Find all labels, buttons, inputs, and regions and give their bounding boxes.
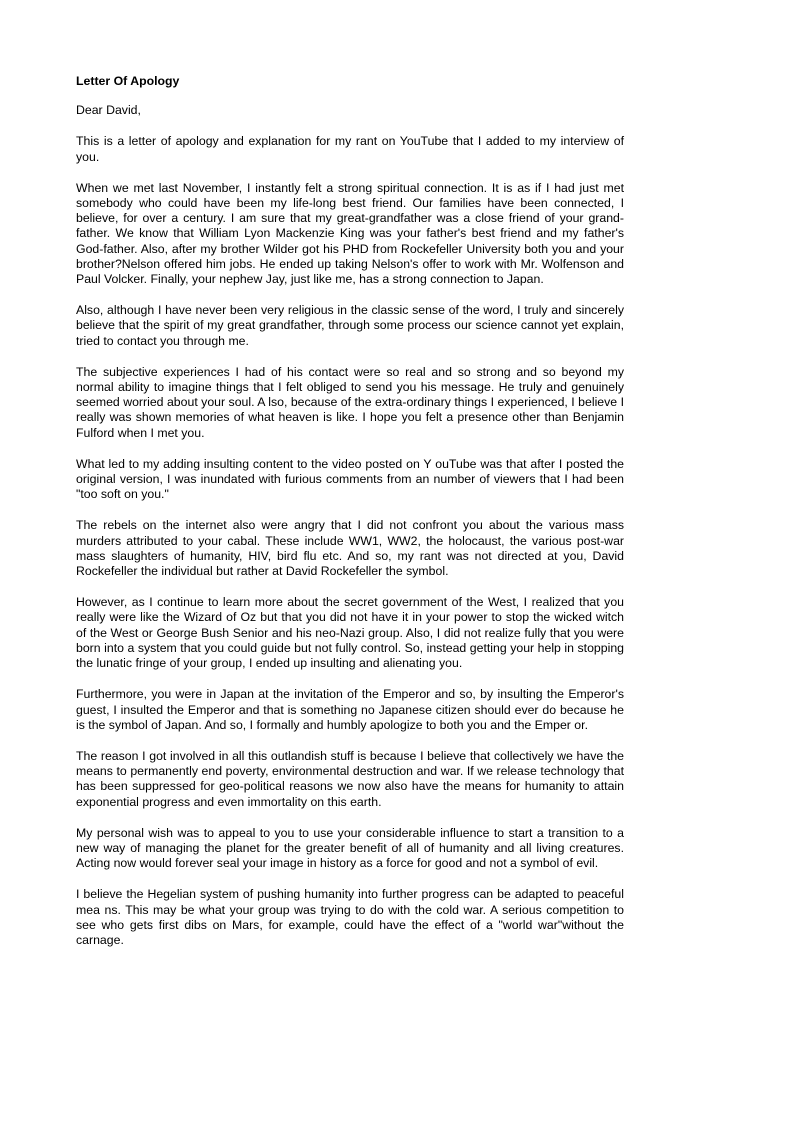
paragraph-2: When we met last November, I instantly felt a strong spiritual connection. It is as if I had just met somebody who could have been my life-long best friend. Our families have been connected, I believe, for over a century. I am sure that my great-grandfather was a close friend of your grand-father. We know that William Lyon Mackenzie King was your father's best friend and my father's God-father. Also, after my brother Wilder got his PHD from Rockefeller University both you and your brother?Nelson offered him jobs. He ended up taking Nelson's offer to work with Mr. Wolfenson and Paul Volcker. Finally, your nephew Jay, just like me, has a strong connection to Japan. [76, 180, 624, 287]
letter-salutation: Dear David, [76, 103, 141, 118]
paragraph-9: The reason I got involved in all this outlandish stuff is because I believe that collectively we have the means to permanently end poverty, environmental destruction and war. If we release technology that has been suppressed for geo-political reasons we now also have the means for humanity to attain exponential progress and even immortality on this earth. [76, 748, 624, 809]
paragraph-10: My personal wish was to appeal to you to use your considerable influence to start a transition to a new way of managing the planet for the greater benefit of all of humanity and all living creatures. Acting now would forever seal your image in history as a force for good and not a symbol of evil. [76, 825, 624, 871]
paragraph-7: However, as I continue to learn more about the secret government of the West, I realized that you really were like the Wizard of Oz but that you did not have it in your power to stop the wicked witch of the West or George Bush Senior and his neo-Nazi group. Also, I did not realize fully that you were born into a system that you could guide but not fully control. So, instead getting your help in stopping the lunatic fringe of your group, I ended up insulting and alienating you. [76, 595, 624, 671]
paragraph-11: I believe the Hegelian system of pushing humanity into further progress can be adapted to peaceful mea ns. This may be what your group was trying to do with the cold war. A serious competition to see who gets first dibs on Mars, for example, could have the effect of a "world war"without the carnage. [76, 887, 624, 947]
paragraph-4: The subjective experiences I had of his contact were so real and so strong and so beyond my normal ability to imagine things that I felt obliged to send you his message. He truly and genuinely seemed worried about your soul. A lso, because of the extra-ordinary things I experienced, I believe I really was shown memories of what heaven is like. I hope you felt a presence other than Benjamin Fulford when I met you. [76, 364, 624, 440]
paragraph-8: Furthermore, you were in Japan at the invitation of the Emperor and so, by insulting the Emperor's guest, I insulted the Emperor and that is something no Japanese citizen should ever do because he is the symbol of Japan. And so, I formally and humbly apologize to both you and the Emper or. [76, 687, 624, 732]
paragraph-3: Also, although I have never been very religious in the classic sense of the word, I truly and sincerely believe that the spirit of my great grandfather, through some process our science cannot yet explain, tried to contact you through me. [76, 303, 624, 348]
letter-title: Letter Of Apology [76, 74, 180, 88]
paragraph-1: This is a letter of apology and explanation for my rant on YouTube that I added to my interview of you. [76, 134, 624, 164]
paragraph-6: The rebels on the internet also were angry that I did not confront you about the various mass murders attributed to your cabal. These include WW1, WW2, the holocaust, the various post-war mass slaughters of humanity, HIV, bird flu etc. And so, my rant was not directed at you, David Rockefeller the individual but rather at David Rockefeller the symbol. [76, 518, 624, 579]
paragraph-5: What led to my adding insulting content to the video posted on Y ouTube was that after I posted the original version, I was inundated with furious comments from an number of viewers that I had been "too soft on you." [76, 456, 624, 502]
letter-body [76, 74, 624, 964]
